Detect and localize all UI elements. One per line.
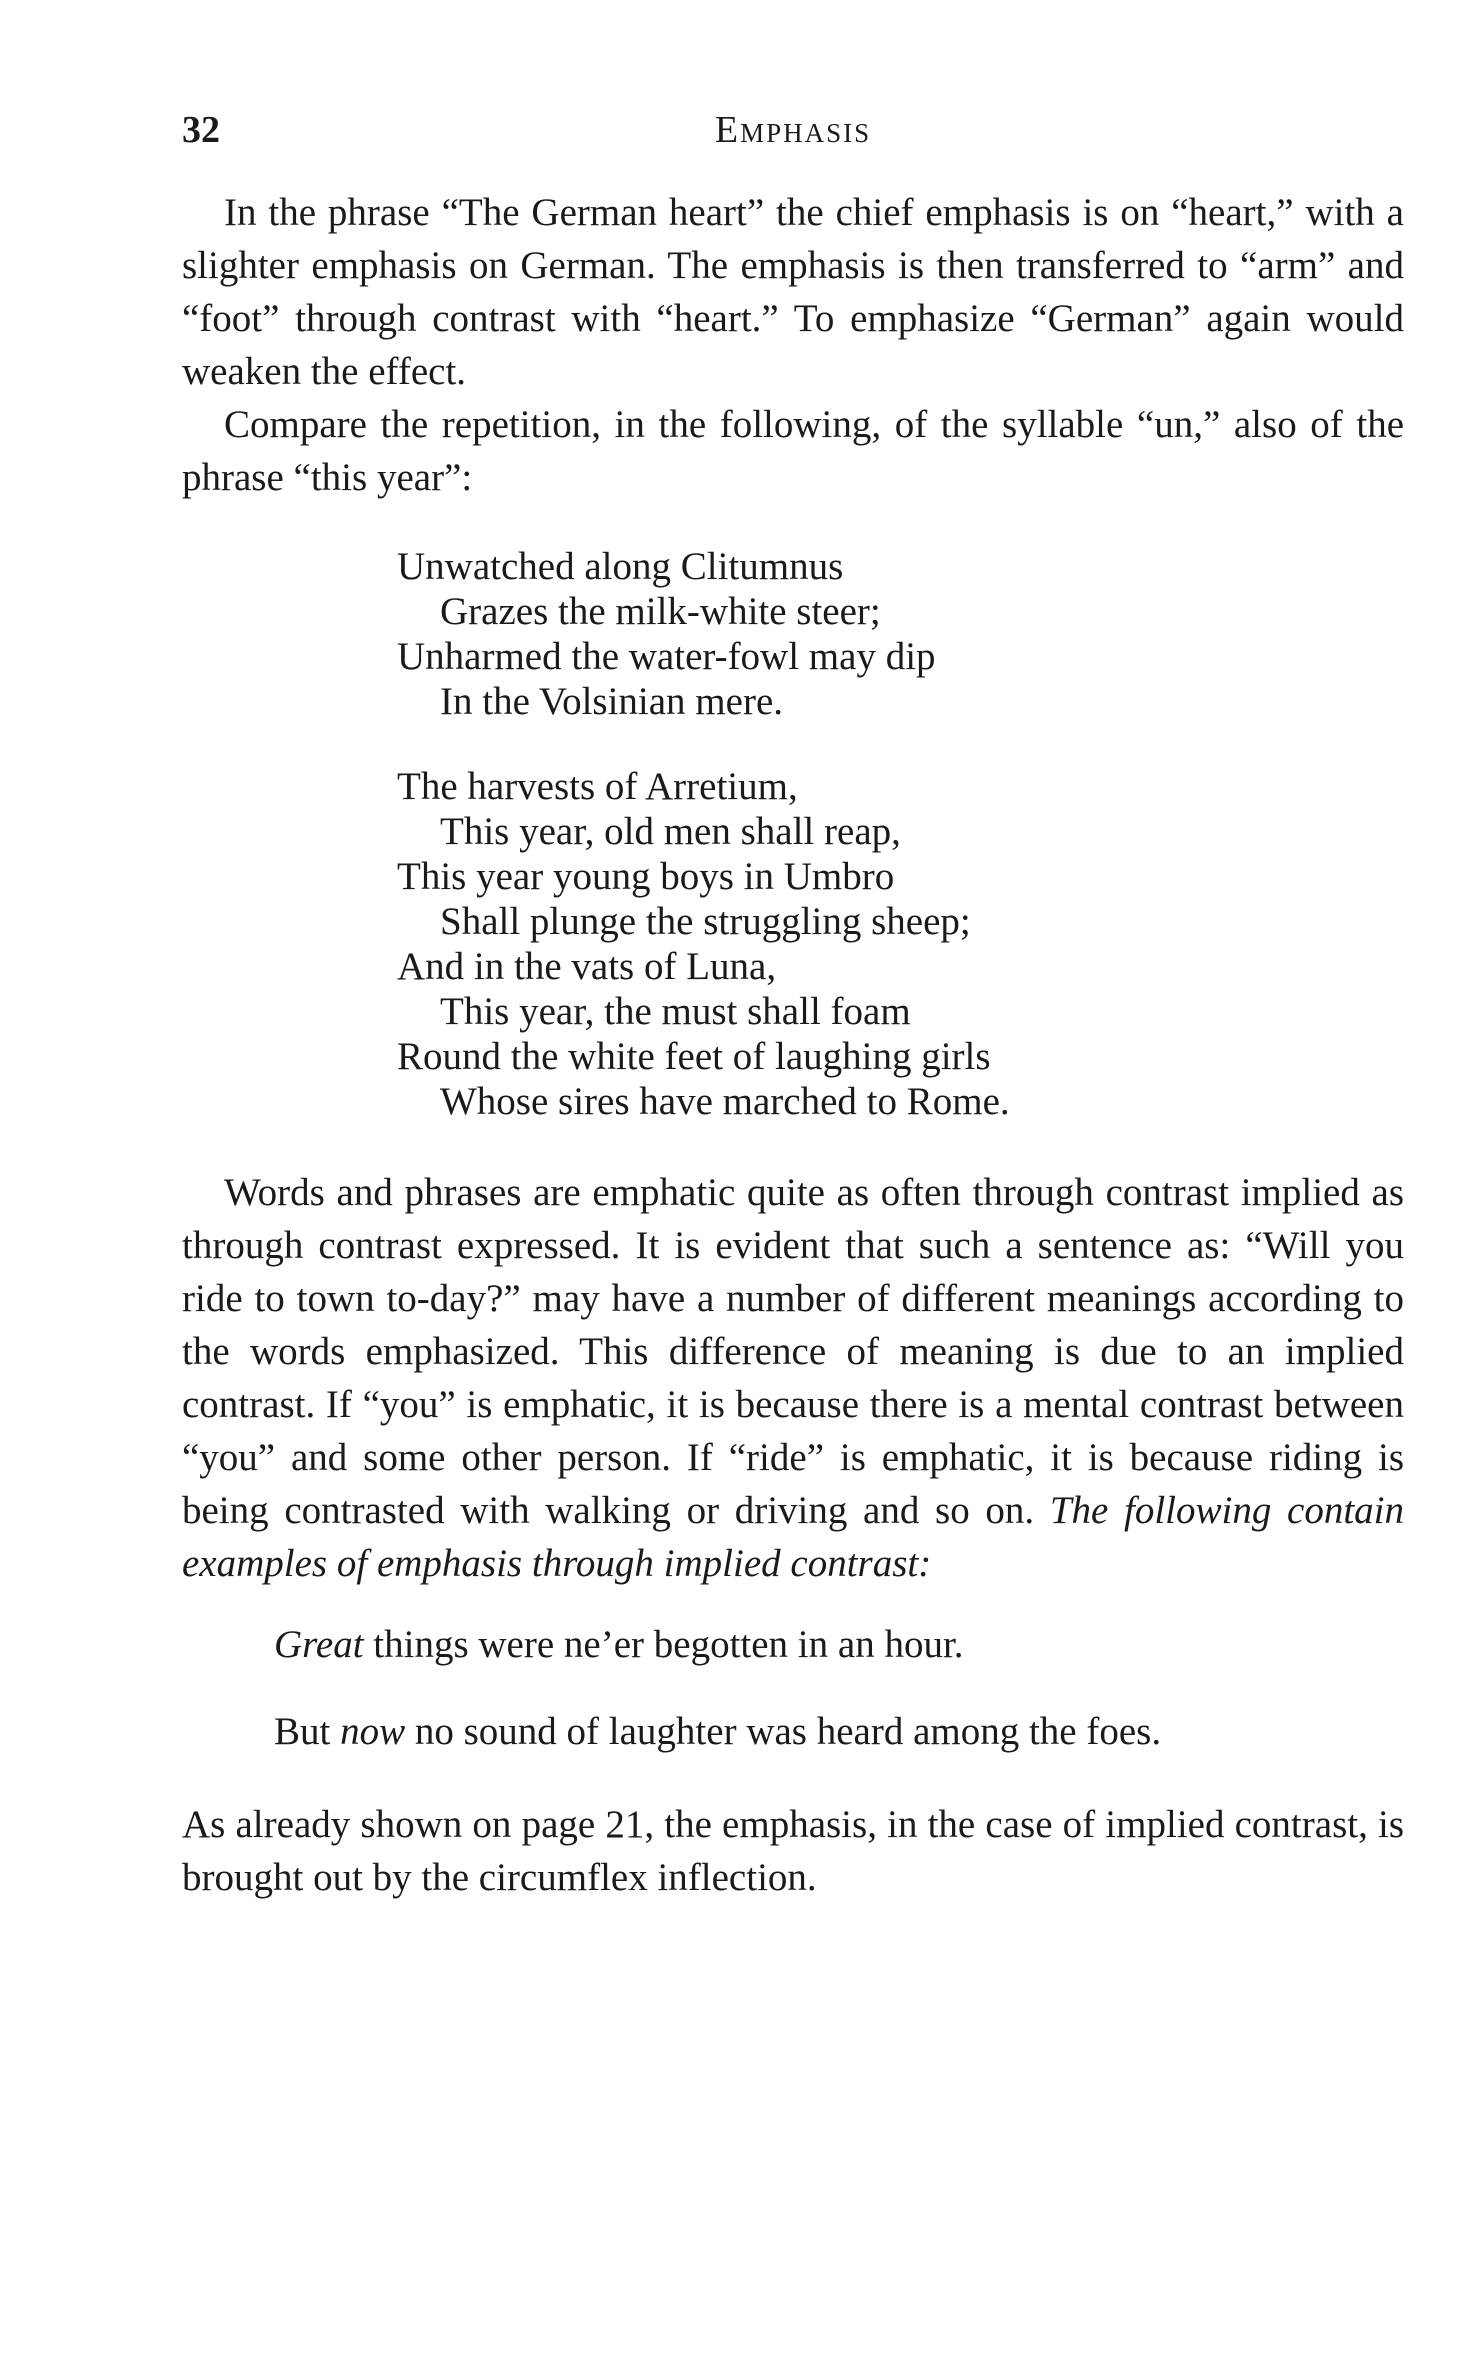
- poem-line: The harvests of Arretium,: [397, 765, 798, 808]
- poem-line: Unharmed the water-fowl may dip: [397, 635, 936, 678]
- paragraph-circumflex: As already shown on page 21, the emphasis, in the case of implied contrast, is brought out by the circumflex inflection.: [182, 1803, 1404, 1899]
- example-emphasis-word: now: [340, 1710, 406, 1753]
- page-header: [182, 100, 1404, 160]
- book-page: [182, 100, 1404, 1904]
- paragraph-compare-repetition: Compare the repetition, in the following, of the syllable “un,” also of the phrase “this year”:: [182, 403, 1404, 499]
- example-great-things: [182, 1618, 1404, 1671]
- example-emphasis-word: Great: [274, 1623, 364, 1666]
- poem-line: Shall plunge the struggling sheep;: [440, 900, 971, 943]
- example-text: things were ne’er begotten in an hour.: [363, 1623, 964, 1666]
- page-number: 32: [182, 109, 220, 151]
- poem-line: In the Volsinian mere.: [440, 680, 784, 723]
- paragraph-implied-contrast: [182, 1166, 1404, 1590]
- poem-line: And in the vats of Luna,: [397, 945, 777, 988]
- implied-contrast-text: Words and phrases are emphatic quite as often through contrast implied as through contrast expressed. It is evident that such a sentence as: “Will you ride to town to-day?” may have a number of different meanings according to the words emphasized. This difference of meaning is due to an implied contrast. If “you” is emphatic, it is because there is a mental contrast between “you” and some other person. If “ride” is emphatic, it is because riding is being contrasted with walking or driving and so on.: [182, 1171, 1404, 1532]
- poem-stanza: [397, 764, 1404, 1124]
- poem-line: Whose sires have marched to Rome.: [440, 1080, 1010, 1123]
- example-text-before: But: [274, 1710, 341, 1753]
- example-text-after: no sound of laughter was heard among the foes.: [405, 1710, 1162, 1753]
- poem-line: Grazes the milk-white steer;: [440, 590, 881, 633]
- poem-stanza: [397, 544, 1404, 724]
- implied-contrast-italic-tail: The following contain examples of emphasis through implied contrast:: [182, 1489, 1404, 1585]
- poem-quotation: [397, 544, 1404, 1124]
- poem-line: This year, old men shall reap,: [440, 810, 901, 853]
- example-now-no-sound: [182, 1705, 1404, 1758]
- paragraph-german-heart: In the phrase “The German heart” the chief emphasis is on “heart,” with a slighter emphasis on German. The emphasis is then transferred to “arm” and “foot” through contrast with “heart.” To emphasize “German” again would weaken the effect.: [182, 191, 1404, 393]
- poem-line: This year young boys in Umbro: [397, 855, 895, 898]
- poem-line: This year, the must shall foam: [440, 990, 911, 1033]
- poem-line: Unwatched along Clitumnus: [397, 545, 844, 588]
- poem-line: Round the white feet of laughing girls: [397, 1035, 991, 1078]
- running-head: Emphasis: [714, 109, 872, 151]
